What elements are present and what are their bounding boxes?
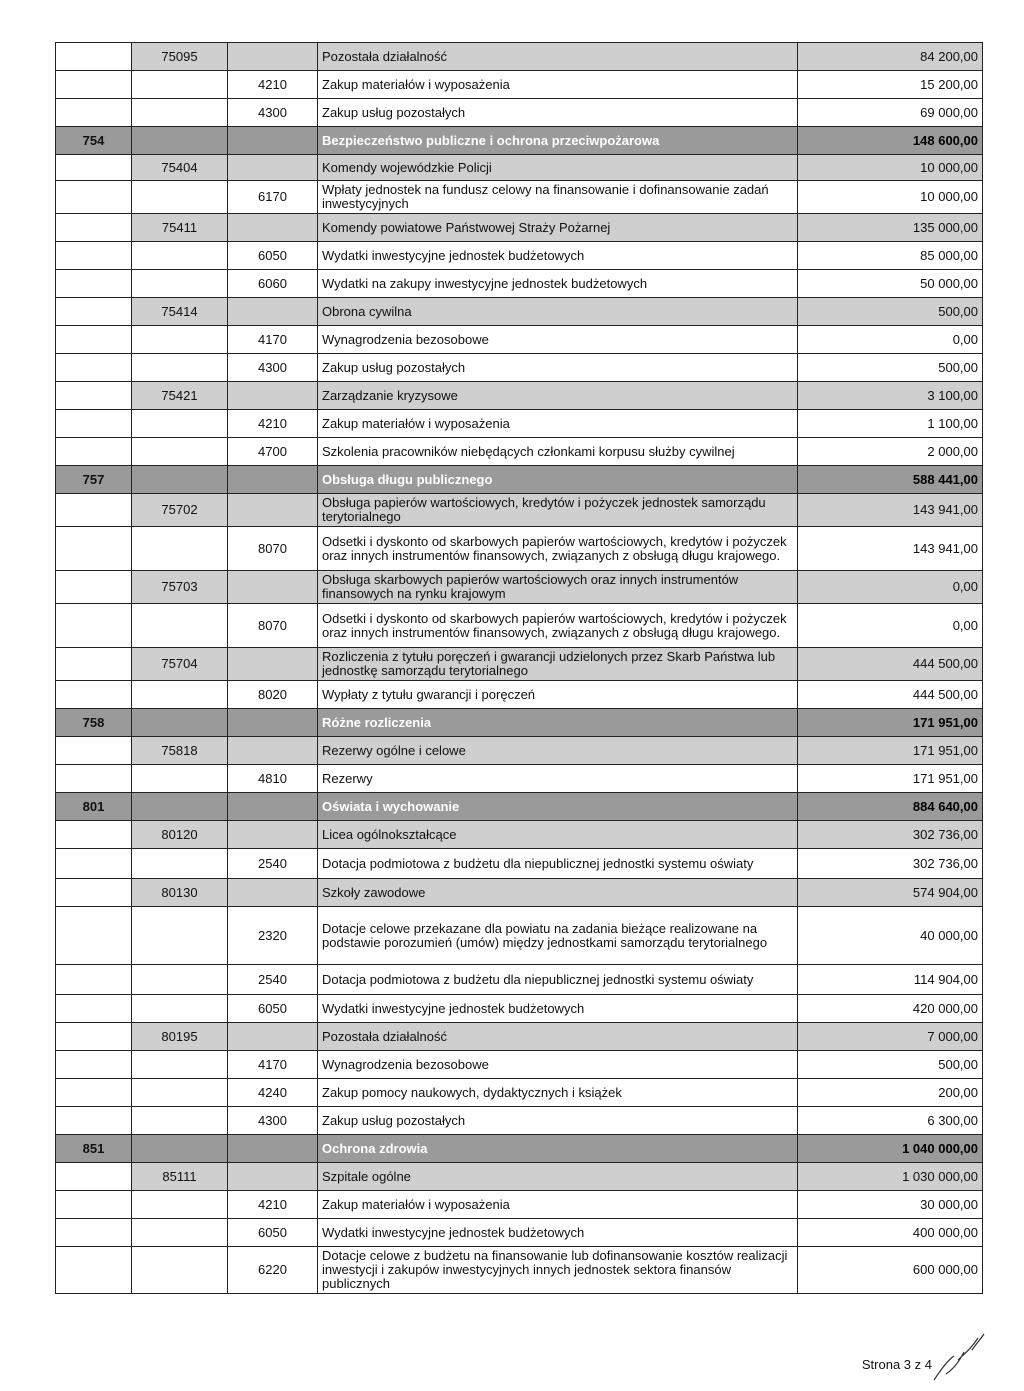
cell-amount: 444 500,00 (798, 648, 983, 681)
table-row (56, 604, 983, 648)
cell-rozdzial (132, 765, 228, 793)
cell-paragraf (228, 737, 318, 765)
cell-amount: 600 000,00 (798, 1247, 983, 1294)
cell-dzial (56, 527, 132, 571)
cell-paragraf: 4170 (228, 326, 318, 354)
cell-dzial (56, 155, 132, 181)
cell-amount: 0,00 (798, 604, 983, 648)
cell-paragraf: 6050 (228, 1219, 318, 1247)
cell-paragraf (228, 709, 318, 737)
cell-amount: 84 200,00 (798, 43, 983, 71)
cell-name: Zakup materiałów i wyposażenia (318, 71, 798, 99)
cell-amount: 143 941,00 (798, 494, 983, 527)
cell-amount: 444 500,00 (798, 681, 983, 709)
cell-dzial (56, 181, 132, 214)
cell-name: Dotacje celowe z budżetu na finansowanie lub dofinansowanie kosztów realizacji inwestycji i zakupów inwestycyjnych innych jednostek sektora finansów publicznych (318, 1247, 798, 1294)
cell-paragraf: 8070 (228, 604, 318, 648)
cell-rozdzial: 75414 (132, 298, 228, 326)
cell-dzial (56, 43, 132, 71)
cell-rozdzial (132, 438, 228, 466)
table-row (56, 965, 983, 995)
table-row (56, 438, 983, 466)
cell-paragraf: 2320 (228, 907, 318, 965)
cell-name: Szkolenia pracowników niebędących członkami korpusu służby cywilnej (318, 438, 798, 466)
table-row (56, 71, 983, 99)
cell-paragraf: 4300 (228, 354, 318, 382)
table-row (56, 354, 983, 382)
cell-rozdzial (132, 127, 228, 155)
cell-name: Zakup pomocy naukowych, dydaktycznych i książek (318, 1079, 798, 1107)
cell-dzial (56, 571, 132, 604)
table-row (56, 709, 983, 737)
cell-name: Dotacja podmiotowa z budżetu dla niepublicznej jednostki systemu oświaty (318, 965, 798, 995)
cell-name: Obrona cywilna (318, 298, 798, 326)
cell-rozdzial (132, 995, 228, 1023)
cell-amount: 40 000,00 (798, 907, 983, 965)
cell-name: Komendy wojewódzkie Policji (318, 155, 798, 181)
cell-paragraf (228, 298, 318, 326)
cell-name: Odsetki i dyskonto od skarbowych papierów wartościowych, kredytów i pożyczek oraz innych instrumentów finansowych, związanych z obsługą długu krajowego. (318, 527, 798, 571)
cell-paragraf (228, 793, 318, 821)
cell-rozdzial (132, 326, 228, 354)
table-row (56, 494, 983, 527)
table-row (56, 326, 983, 354)
cell-name: Wydatki inwestycyjne jednostek budżetowych (318, 242, 798, 270)
table-row (56, 1191, 983, 1219)
cell-name: Zakup usług pozostałych (318, 354, 798, 382)
cell-amount: 302 736,00 (798, 849, 983, 879)
cell-paragraf: 6060 (228, 270, 318, 298)
cell-paragraf (228, 1135, 318, 1163)
cell-paragraf: 4210 (228, 71, 318, 99)
cell-amount: 114 904,00 (798, 965, 983, 995)
cell-amount: 1 100,00 (798, 410, 983, 438)
table-row (56, 43, 983, 71)
cell-rozdzial (132, 1219, 228, 1247)
cell-dzial (56, 326, 132, 354)
cell-name: Licea ogólnokształcące (318, 821, 798, 849)
cell-paragraf (228, 879, 318, 907)
cell-amount: 50 000,00 (798, 270, 983, 298)
cell-paragraf: 4240 (228, 1079, 318, 1107)
budget-table (55, 42, 983, 1294)
cell-dzial (56, 648, 132, 681)
cell-name: Zakup usług pozostałych (318, 99, 798, 127)
cell-name: Wynagrodzenia bezosobowe (318, 326, 798, 354)
cell-amount: 15 200,00 (798, 71, 983, 99)
table-row (56, 242, 983, 270)
cell-rozdzial (132, 410, 228, 438)
table-row (56, 181, 983, 214)
table-row (56, 648, 983, 681)
cell-dzial (56, 214, 132, 242)
cell-paragraf: 6170 (228, 181, 318, 214)
cell-rozdzial (132, 681, 228, 709)
cell-paragraf (228, 43, 318, 71)
cell-paragraf: 8070 (228, 527, 318, 571)
table-row (56, 527, 983, 571)
cell-amount: 3 100,00 (798, 382, 983, 410)
cell-name: Pozostała działalność (318, 1023, 798, 1051)
cell-name: Komendy powiatowe Państwowej Straży Pożarnej (318, 214, 798, 242)
table-row (56, 849, 983, 879)
cell-amount: 10 000,00 (798, 181, 983, 214)
cell-rozdzial (132, 354, 228, 382)
cell-amount: 500,00 (798, 354, 983, 382)
cell-amount: 574 904,00 (798, 879, 983, 907)
table-row (56, 155, 983, 181)
cell-name: Dotacja podmiotowa z budżetu dla niepublicznej jednostki systemu oświaty (318, 849, 798, 879)
cell-rozdzial (132, 604, 228, 648)
table-row (56, 410, 983, 438)
cell-rozdzial (132, 965, 228, 995)
cell-dzial (56, 1219, 132, 1247)
table-row (56, 879, 983, 907)
cell-amount: 200,00 (798, 1079, 983, 1107)
cell-name: Rezerwy (318, 765, 798, 793)
table-row (56, 1163, 983, 1191)
cell-rozdzial: 80120 (132, 821, 228, 849)
table-row (56, 1107, 983, 1135)
cell-rozdzial (132, 1107, 228, 1135)
cell-amount: 10 000,00 (798, 155, 983, 181)
cell-dzial (56, 1051, 132, 1079)
cell-paragraf: 4810 (228, 765, 318, 793)
table-row (56, 127, 983, 155)
cell-rozdzial: 75404 (132, 155, 228, 181)
cell-name: Wpłaty jednostek na fundusz celowy na finansowanie i dofinansowanie zadań inwestycyjnych (318, 181, 798, 214)
cell-rozdzial (132, 466, 228, 494)
cell-rozdzial: 75704 (132, 648, 228, 681)
cell-dzial (56, 907, 132, 965)
cell-amount: 884 640,00 (798, 793, 983, 821)
cell-dzial (56, 494, 132, 527)
cell-dzial (56, 1079, 132, 1107)
cell-rozdzial (132, 99, 228, 127)
cell-rozdzial: 75702 (132, 494, 228, 527)
cell-dzial: 754 (56, 127, 132, 155)
table-row (56, 1051, 983, 1079)
cell-name: Oświata i wychowanie (318, 793, 798, 821)
cell-dzial (56, 681, 132, 709)
cell-name: Pozostała działalność (318, 43, 798, 71)
cell-dzial (56, 604, 132, 648)
cell-paragraf (228, 127, 318, 155)
cell-dzial: 801 (56, 793, 132, 821)
table-row (56, 270, 983, 298)
cell-dzial (56, 438, 132, 466)
cell-paragraf (228, 571, 318, 604)
cell-paragraf (228, 214, 318, 242)
table-row (56, 1219, 983, 1247)
cell-amount: 1 030 000,00 (798, 1163, 983, 1191)
cell-rozdzial (132, 709, 228, 737)
table-row (56, 681, 983, 709)
table-row (56, 1023, 983, 1051)
cell-rozdzial (132, 1135, 228, 1163)
cell-dzial (56, 1191, 132, 1219)
cell-rozdzial (132, 793, 228, 821)
budget-table-body (56, 43, 983, 1294)
cell-dzial (56, 965, 132, 995)
cell-rozdzial: 80130 (132, 879, 228, 907)
table-row (56, 1135, 983, 1163)
cell-rozdzial (132, 270, 228, 298)
cell-dzial: 757 (56, 466, 132, 494)
cell-amount: 148 600,00 (798, 127, 983, 155)
table-row (56, 298, 983, 326)
cell-name: Obsługa papierów wartościowych, kredytów i pożyczek jednostek samorządu terytorialnego (318, 494, 798, 527)
table-row (56, 99, 983, 127)
cell-dzial (56, 382, 132, 410)
cell-paragraf: 4700 (228, 438, 318, 466)
cell-amount: 7 000,00 (798, 1023, 983, 1051)
cell-rozdzial: 75818 (132, 737, 228, 765)
cell-name: Rozliczenia z tytułu poręczeń i gwarancji udzielonych przez Skarb Państwa lub jednostkę samorządu terytorialnego (318, 648, 798, 681)
cell-dzial (56, 995, 132, 1023)
cell-rozdzial (132, 527, 228, 571)
cell-rozdzial (132, 907, 228, 965)
cell-paragraf (228, 1163, 318, 1191)
cell-name: Obsługa skarbowych papierów wartościowych oraz innych instrumentów finansowych na rynku krajowym (318, 571, 798, 604)
cell-paragraf (228, 821, 318, 849)
cell-dzial (56, 879, 132, 907)
cell-paragraf (228, 155, 318, 181)
cell-name: Ochrona zdrowia (318, 1135, 798, 1163)
cell-name: Rezerwy ogólne i celowe (318, 737, 798, 765)
cell-paragraf: 2540 (228, 965, 318, 995)
cell-amount: 500,00 (798, 1051, 983, 1079)
cell-paragraf: 4300 (228, 99, 318, 127)
cell-paragraf: 4170 (228, 1051, 318, 1079)
cell-paragraf: 6050 (228, 995, 318, 1023)
cell-name: Odsetki i dyskonto od skarbowych papierów wartościowych, kredytów i pożyczek oraz innych instrumentów finansowych, związanych z obsługą długu krajowego. (318, 604, 798, 648)
cell-paragraf (228, 494, 318, 527)
cell-paragraf (228, 648, 318, 681)
table-row (56, 214, 983, 242)
cell-rozdzial: 75095 (132, 43, 228, 71)
cell-paragraf: 2540 (228, 849, 318, 879)
cell-name: Dotacje celowe przekazane dla powiatu na zadania bieżące realizowane na podstawie porozumień (umów) między jednostkami samorządu terytorialnego (318, 907, 798, 965)
cell-rozdzial (132, 1247, 228, 1294)
cell-amount: 302 736,00 (798, 821, 983, 849)
page-number: Strona 3 z 4 (861, 1357, 932, 1372)
cell-paragraf: 6050 (228, 242, 318, 270)
cell-dzial (56, 821, 132, 849)
cell-amount: 69 000,00 (798, 99, 983, 127)
cell-amount: 500,00 (798, 298, 983, 326)
cell-rozdzial: 75703 (132, 571, 228, 604)
cell-rozdzial (132, 71, 228, 99)
cell-dzial (56, 242, 132, 270)
cell-paragraf (228, 382, 318, 410)
cell-name: Wydatki na zakupy inwestycyjne jednostek budżetowych (318, 270, 798, 298)
cell-dzial (56, 849, 132, 879)
cell-dzial (56, 1023, 132, 1051)
cell-dzial (56, 298, 132, 326)
cell-amount: 0,00 (798, 571, 983, 604)
cell-paragraf: 4210 (228, 1191, 318, 1219)
cell-name: Wynagrodzenia bezosobowe (318, 1051, 798, 1079)
cell-amount: 143 941,00 (798, 527, 983, 571)
table-row (56, 1079, 983, 1107)
cell-name: Różne rozliczenia (318, 709, 798, 737)
cell-name: Zakup materiałów i wyposażenia (318, 410, 798, 438)
signature-mark (928, 1330, 988, 1385)
cell-amount: 171 951,00 (798, 765, 983, 793)
cell-amount: 6 300,00 (798, 1107, 983, 1135)
table-row (56, 737, 983, 765)
cell-amount: 420 000,00 (798, 995, 983, 1023)
cell-rozdzial: 85111 (132, 1163, 228, 1191)
cell-dzial (56, 71, 132, 99)
table-row (56, 907, 983, 965)
cell-name: Zakup materiałów i wyposażenia (318, 1191, 798, 1219)
cell-rozdzial (132, 849, 228, 879)
cell-paragraf (228, 466, 318, 494)
table-row (56, 793, 983, 821)
cell-dzial (56, 99, 132, 127)
table-row (56, 382, 983, 410)
table-row (56, 995, 983, 1023)
cell-rozdzial (132, 1079, 228, 1107)
cell-amount: 1 040 000,00 (798, 1135, 983, 1163)
cell-rozdzial: 75421 (132, 382, 228, 410)
cell-dzial: 758 (56, 709, 132, 737)
cell-paragraf (228, 1023, 318, 1051)
cell-dzial (56, 737, 132, 765)
cell-dzial (56, 1163, 132, 1191)
table-row (56, 466, 983, 494)
cell-paragraf: 8020 (228, 681, 318, 709)
cell-dzial (56, 1107, 132, 1135)
cell-dzial (56, 270, 132, 298)
table-row (56, 765, 983, 793)
cell-amount: 400 000,00 (798, 1219, 983, 1247)
cell-paragraf: 4210 (228, 410, 318, 438)
cell-name: Wydatki inwestycyjne jednostek budżetowych (318, 995, 798, 1023)
cell-amount: 135 000,00 (798, 214, 983, 242)
cell-name: Bezpieczeństwo publiczne i ochrona przeciwpożarowa (318, 127, 798, 155)
cell-paragraf: 4300 (228, 1107, 318, 1135)
cell-amount: 30 000,00 (798, 1191, 983, 1219)
cell-rozdzial: 75411 (132, 214, 228, 242)
cell-dzial (56, 410, 132, 438)
cell-paragraf: 6220 (228, 1247, 318, 1294)
table-row (56, 571, 983, 604)
cell-amount: 171 951,00 (798, 737, 983, 765)
cell-name: Zarządzanie kryzysowe (318, 382, 798, 410)
cell-name: Wypłaty z tytułu gwarancji i poręczeń (318, 681, 798, 709)
cell-name: Zakup usług pozostałych (318, 1107, 798, 1135)
cell-amount: 0,00 (798, 326, 983, 354)
cell-name: Wydatki inwestycyjne jednostek budżetowych (318, 1219, 798, 1247)
cell-amount: 2 000,00 (798, 438, 983, 466)
cell-name: Szpitale ogólne (318, 1163, 798, 1191)
cell-dzial (56, 354, 132, 382)
cell-amount: 588 441,00 (798, 466, 983, 494)
cell-rozdzial: 80195 (132, 1023, 228, 1051)
cell-name: Szkoły zawodowe (318, 879, 798, 907)
cell-rozdzial (132, 1051, 228, 1079)
cell-dzial (56, 765, 132, 793)
table-row (56, 1247, 983, 1294)
table-row (56, 821, 983, 849)
cell-amount: 85 000,00 (798, 242, 983, 270)
cell-rozdzial (132, 1191, 228, 1219)
cell-dzial (56, 1247, 132, 1294)
cell-dzial: 851 (56, 1135, 132, 1163)
cell-amount: 171 951,00 (798, 709, 983, 737)
cell-name: Obsługa długu publicznego (318, 466, 798, 494)
cell-rozdzial (132, 242, 228, 270)
cell-rozdzial (132, 181, 228, 214)
